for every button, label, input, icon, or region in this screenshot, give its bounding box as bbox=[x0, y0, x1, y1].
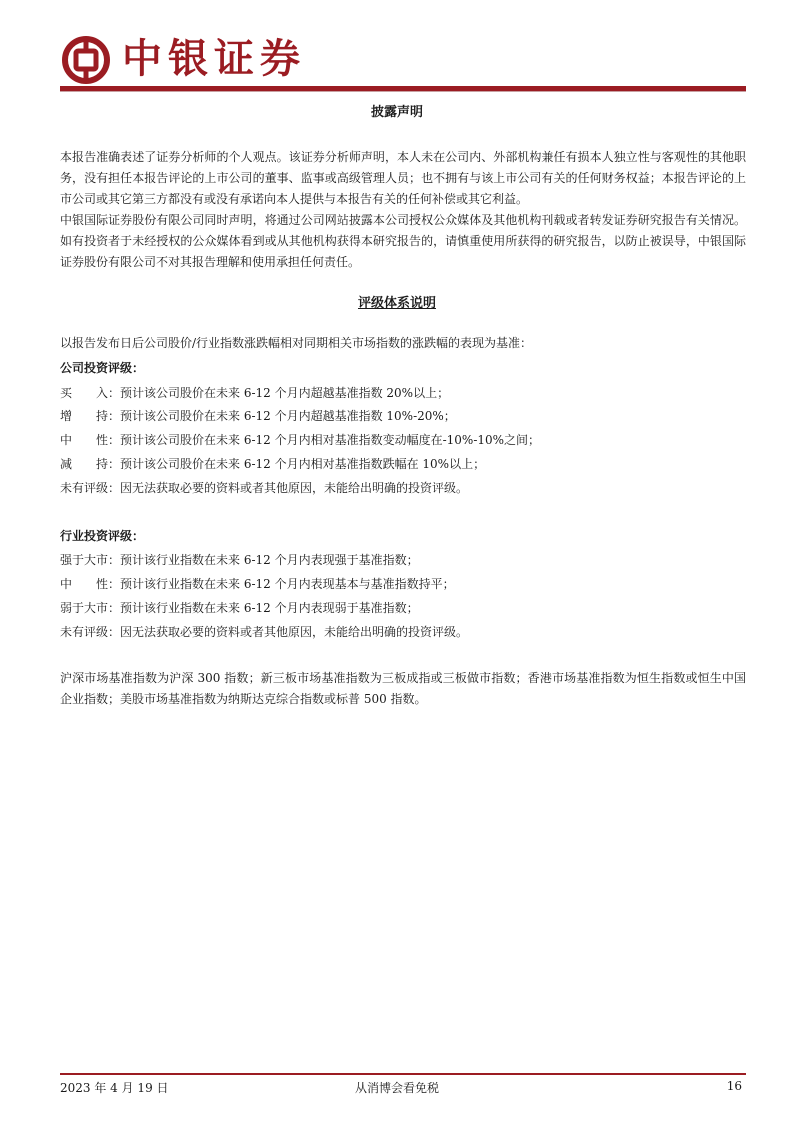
benchmark-note: 沪深市场基准指数为沪深 300 指数；新三板市场基准指数为三板成指或三板做市指数；香港市场基准指数为恒生指数或恒生中国企业指数；美股市场基准指数为纳斯达克综合指数或标普 500 指数。 bbox=[60, 671, 746, 706]
industry-rating-unrated: 未有评级：因无法获取必要的资料或者其他原因，未能给出明确的投资评级。 bbox=[60, 625, 469, 639]
page-number: 16 bbox=[726, 1079, 742, 1093]
industry-rating-outperform: 强于大市：预计该行业指数在未来 6-12 个月内表现强于基准指数； bbox=[60, 553, 419, 567]
header-divider-thin bbox=[60, 91, 746, 92]
footer-divider bbox=[60, 1073, 746, 1075]
rating-intro: 以报告发布日后公司股价/行业指数涨跌幅相对同期相关市场指数的涨跌幅的表现为基准： bbox=[60, 336, 533, 350]
company-rating-buy: 买 入：预计该公司股价在未来 6-12 个月内超越基准指数 20%以上； bbox=[60, 386, 450, 400]
company-rating-neutral: 中 性：预计该公司股价在未来 6-12 个月内相对基准指数变动幅度在-10%-10%之间； bbox=[60, 433, 541, 447]
company-rating-heading: 公司投资评级： bbox=[60, 361, 145, 375]
disclosure-paragraph-1: 本报告准确表述了证券分析师的个人观点。该证券分析师声明，本人未在公司内、外部机构兼任有损本人独立性与客观性的其他职务，没有担任本报告评论的上市公司的董事、监事或高级管理人员；也不拥有与该上市公司有关的任何财务权益；本报告评论的上市公司或其它第三方都没有或没有承诺向本人提供与本报告有关的任何补偿或其它利益。 bbox=[60, 150, 746, 206]
footer-report-title: 从消博会看免税 bbox=[354, 1081, 439, 1095]
company-rating-underweight: 减 持：预计该公司股价在未来 6-12 个月内相对基准指数跌幅在 10%以上； bbox=[60, 457, 486, 471]
industry-rating-neutral: 中 性：预计该行业指数在未来 6-12 个月内表现基本与基准指数持平； bbox=[60, 577, 455, 591]
disclosure-title: 披露声明 bbox=[370, 105, 423, 120]
industry-rating-underperform: 弱于大市：预计该行业指数在未来 6-12 个月内表现弱于基准指数； bbox=[60, 601, 419, 615]
rating-system-title bbox=[0, 292, 794, 311]
company-rating-unrated: 未有评级：因无法获取必要的资料或者其他原因，未能给出明确的投资评级。 bbox=[60, 481, 469, 495]
brand-name: 中银证券 bbox=[122, 36, 306, 82]
disclosure-paragraph-2: 中银国际证券股份有限公司同时声明，将通过公司网站披露本公司授权公众媒体及其他机构刊载或者转发证券研究报告有关情况。如有投资者于未经授权的公众媒体看到或从其他机构获得本研究报告的，请慎重使用所获得的研究报告，以防止被误导，中银国际证券股份有限公司不对其报告理解和使用承担任何责任。 bbox=[60, 213, 746, 269]
industry-rating-heading: 行业投资评级： bbox=[60, 529, 145, 543]
company-rating-overweight: 增 持：预计该公司股价在未来 6-12 个月内超越基准指数 10%-20%； bbox=[60, 409, 456, 423]
rating-system-title-text: 评级体系说明 bbox=[357, 296, 436, 311]
footer-date: 2023 年 4 月 19 日 bbox=[60, 1081, 169, 1095]
bank-of-china-logo-icon bbox=[62, 36, 110, 84]
page-header bbox=[60, 30, 746, 92]
